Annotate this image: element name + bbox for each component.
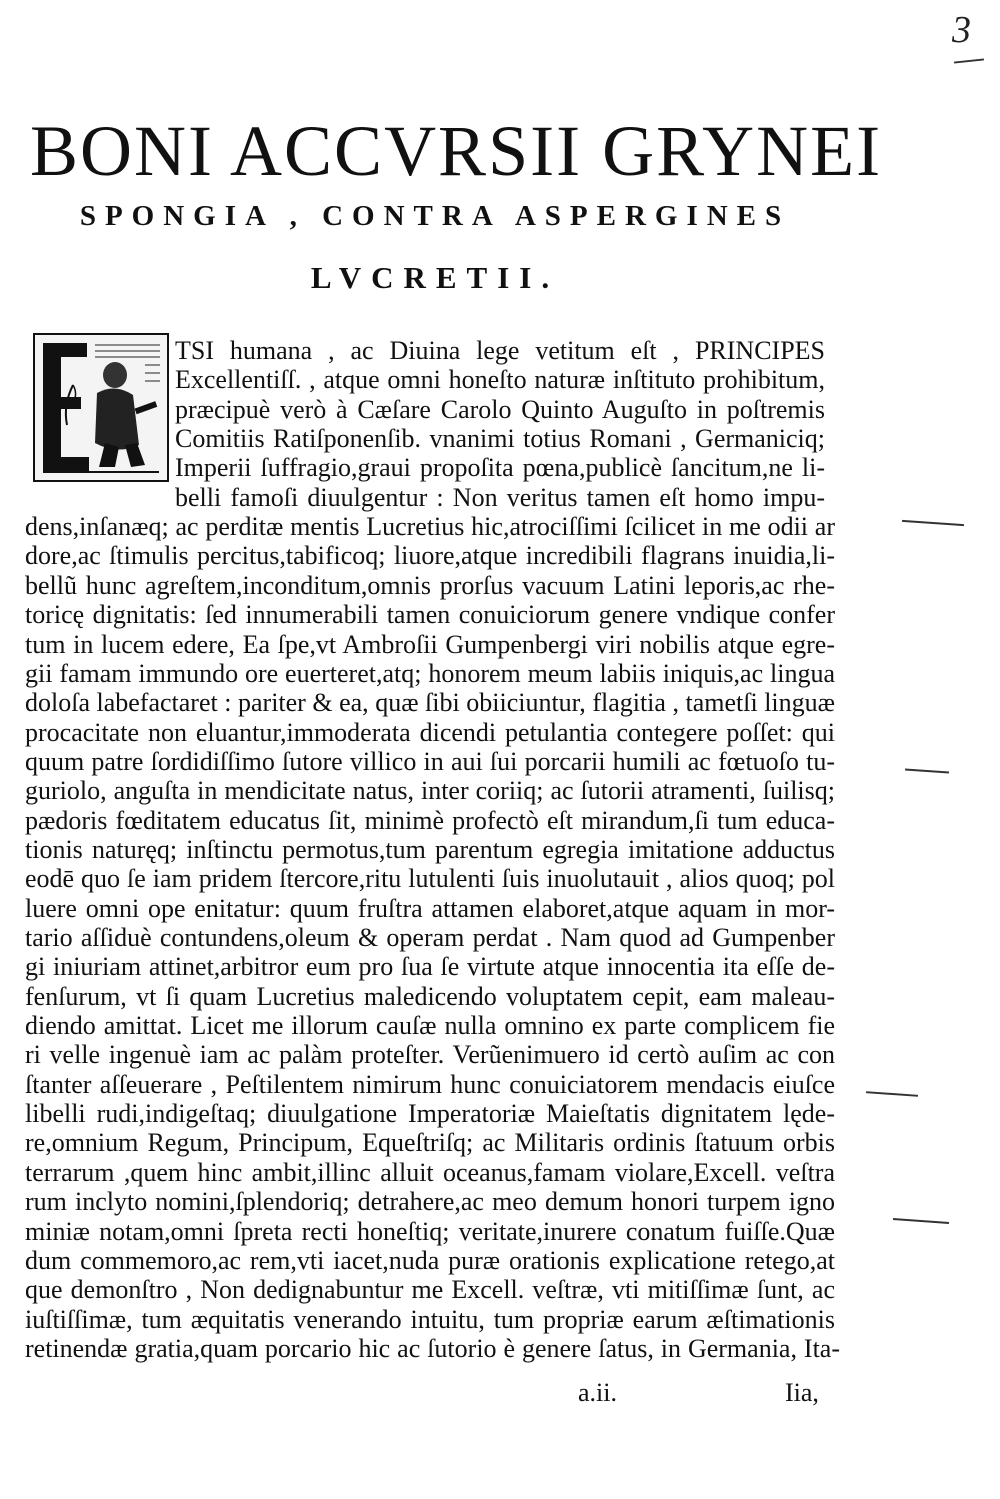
body-line: pædoris fœditatem educatus ſit, minimè profectò eſt mirandum,ſi tum educa- bbox=[25, 805, 835, 835]
body-line: miniæ notam,omni ſpreta recti honeſtiq; veritate,inurere conatum fuiſſe.Quæ bbox=[25, 1216, 835, 1246]
page-title: BONI ACCVRSII GRYNEI bbox=[30, 111, 883, 191]
margin-annotation-mark bbox=[866, 1091, 918, 1097]
page-number: 3 bbox=[952, 9, 971, 51]
body-line: rum inclyto nomini,ſplendoriq; detrahere,ac meo demum honori turpem igno bbox=[25, 1187, 835, 1217]
body-line: dore,ac ſtimulis percitus,tabificoq; liuore,atque incredibili flagrans inuidia,li- bbox=[25, 541, 835, 571]
page-number-underline bbox=[954, 58, 984, 63]
page-subtitle: SPONGIA , CONTRA ASPERGINES bbox=[79, 200, 791, 232]
body-line: bellũ hunc agreſtem,inconditum,omnis prorſus vacuum Latini leporis,ac rhe- bbox=[25, 570, 835, 600]
body-line: quum patre ſordidiſſimo ſutore villico in aui ſui porcarii humili ac fœtuoſo tu- bbox=[25, 746, 835, 776]
margin-annotation-mark bbox=[902, 520, 964, 526]
body-line: fenſurum, vt ſi quam Lucretius maledicendo voluptatem cepit, eam maleau- bbox=[25, 981, 835, 1011]
body-line: libelli rudi,indigeſtaq; diuulgatione Imperatoriæ Maieſtatis dignitatem lęde- bbox=[25, 1099, 835, 1129]
body-line: Imperii ſuffragio,graui propoſita pœna,publicè ſancitum,ne li- bbox=[175, 453, 825, 483]
body-line: eodē quo ſe iam pridem ſtercore,ritu lutulenti ſuis inuolutauit , alios quoq; pol bbox=[25, 864, 835, 894]
body-line: gi iniuriam attinet,arbitror eum pro ſua ſe virtute atque innocentia ita eſſe de- bbox=[25, 952, 835, 982]
woodcut-scribe-illustration bbox=[35, 335, 167, 480]
body-line: præcipuè verò à Cæſare Carolo Quinto Auguſto in poſtremis bbox=[175, 394, 825, 424]
body-line: doloſa labefactaret : pariter & ea, quæ ſibi obiiciuntur, flagitia , tametſi linguæ bbox=[25, 688, 835, 718]
body-line: Comitiis Ratiſponenſib. vnanimi totius Romani , Germaniciq; bbox=[175, 424, 825, 454]
page-subtitle-author: LVCRETII. bbox=[310, 260, 560, 295]
body-line: dum commemoro,ac rem,vti iacet,nuda puræ orationis explicatione retego,at bbox=[25, 1245, 835, 1275]
body-line: TSI humana , ac Diuina lege vetitum eſt , PRINCIPES bbox=[175, 336, 825, 365]
body-line: guriolo, anguſta in mendicitate natus, inter coriiq; ac ſutorii atramenti, ſuilisq; bbox=[25, 776, 835, 806]
body-line: que demonſtro , Non dedignabuntur me Excell. veſtræ, vti mitiſſimæ ſunt, ac bbox=[25, 1275, 835, 1305]
body-line: ſtanter aſſeuerare , Peſtilentem nimirum hunc conuiciatorem mendacis eiuſce bbox=[25, 1069, 835, 1099]
body-line: iuſtiſſimæ, tum æquitatis venerando intuitu, tum propriæ earum æſtimationis bbox=[25, 1304, 835, 1334]
body-line: retinendæ gratia,quam porcario hic ac ſutorio è genere ſatus, in Germania, Ita- bbox=[25, 1333, 840, 1363]
body-line: gii famam immundo ore euerteret,atq; honorem meum labiis iniquis,ac lingua bbox=[25, 658, 835, 688]
body-line: diendo amittat. Licet me illorum cauſæ nulla omnino ex parte complicem fie bbox=[25, 1011, 835, 1041]
body-line: terrarum ,quem hinc ambit,illinc alluit oceanus,famam violare,Excell. veſtra bbox=[25, 1157, 835, 1187]
body-line: ri velle ingenuè iam ac palàm proteſter. Verũenimuero id certò auſim ac con bbox=[25, 1040, 835, 1070]
margin-annotation-mark bbox=[893, 1218, 949, 1224]
catchword: Iia, bbox=[785, 1378, 819, 1407]
body-line: luere omni ope enitatur: quum fruſtra attamen elaboret,atque aquam in mor- bbox=[25, 893, 835, 923]
body-line: procacitate non eluantur,immoderata dicendi petulantia contegere poſſet: qui bbox=[25, 717, 835, 747]
woodcut-initial-e bbox=[33, 333, 169, 482]
signature-mark: a.ii. bbox=[578, 1378, 617, 1407]
body-line: tionis naturęq; inſtinctu permotus,tum parentum egregia imitatione adductus bbox=[25, 834, 835, 864]
body-line: dens,inſanæq; ac perditæ mentis Lucretius hic,atrociſſimi ſcilicet in me odii ar bbox=[25, 512, 835, 542]
body-line: belli famoſi diuulgentur : Non veritus tamen eſt homo impu- bbox=[175, 482, 825, 512]
body-line: Excellentiſſ. , atque omni honeſto naturæ inſtituto prohibitum, bbox=[175, 365, 825, 395]
margin-annotation-mark bbox=[905, 768, 949, 773]
body-line: tario aſſiduè contundens,oleum & operam perdat . Nam quod ad Gumpenber bbox=[25, 923, 835, 952]
body-line: re,omnium Regum, Principum, Equeſtriſq; ac Militaris ordinis ſtatuum orbis bbox=[25, 1128, 835, 1158]
body-line: toricę dignitatis: ſed innumerabili tamen conuiciorum genere vndique confer bbox=[25, 600, 835, 630]
body-line: tum in lucem edere, Ea ſpe,vt Ambroſii Gumpenbergi viri nobilis atque egre- bbox=[25, 629, 835, 659]
